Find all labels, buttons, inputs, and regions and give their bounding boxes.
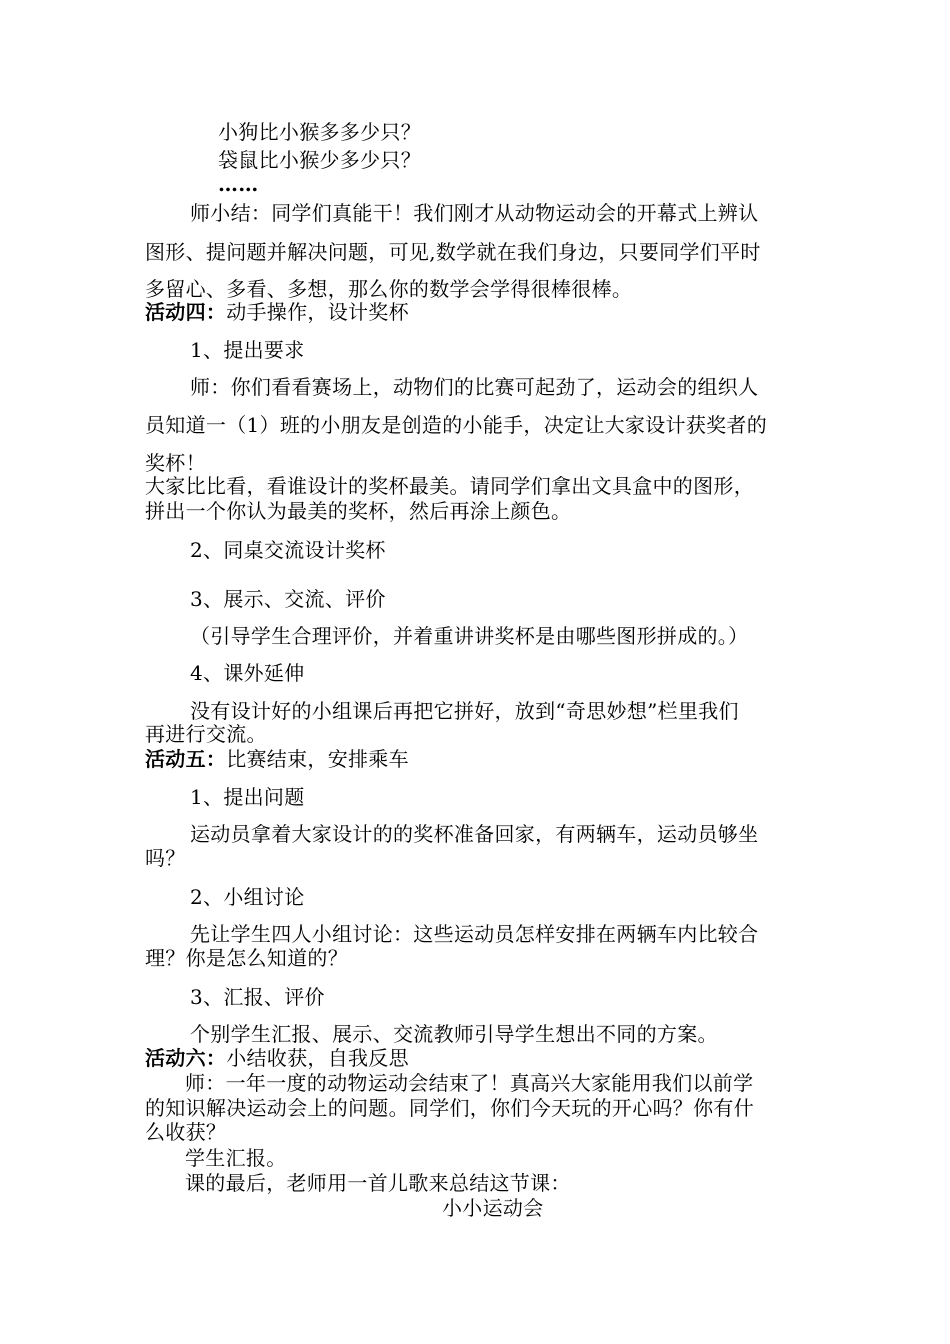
activity-5-step-3: 3、汇报、评价 <box>190 985 325 1009</box>
activity-4-paragraph-line-3: 奖杯！ <box>145 451 206 475</box>
question-kangaroo: 袋鼠比小猴少多少只？ <box>218 148 421 172</box>
song-title: 小小运动会 <box>442 1196 544 1220</box>
activity-6-paragraph-line-4: 学生汇报。 <box>185 1146 287 1170</box>
activity-4-paragraph-line-4: 大家比比看，看谁设计的奖杯最美。请同学们拿出文具盒中的图形， <box>145 474 754 498</box>
activity-5-step-1: 1、提出问题 <box>190 785 305 809</box>
summary-line-1: 师小结：同学们真能干！我们刚才从动物运动会的开幕式上辨认 <box>190 201 759 225</box>
activity-6-paragraph-line-2: 的知识解决运动会上的问题。同学们，你们今天玩的开心吗？你有什 <box>145 1096 754 1120</box>
activity-6-label: 活动六： <box>145 1046 227 1070</box>
activity-6-paragraph-line-3: 么收获？ <box>145 1120 227 1144</box>
activity-5-paragraph-line-3: 先让学生四人小组讨论：这些运动员怎样安排在两辆车内比较合 <box>190 922 759 946</box>
activity-5-heading <box>145 747 409 771</box>
summary-line-3: 多留心、多看、多想，那么你的数学会学得很棒很棒。 <box>145 277 633 301</box>
activity-4-step-3: 3、展示、交流、评价 <box>190 587 386 611</box>
activity-4-paragraph-line-7: 没有设计好的小组课后再把它拼好，放到“奇思妙想”栏里我们 <box>190 699 739 723</box>
activity-5-step-2: 2、小组讨论 <box>190 885 305 909</box>
activity-5-paragraph-line-1: 运动员拿着大家设计的的奖杯准备回家，有两辆车，运动员够坐 <box>190 822 759 846</box>
activity-6-title: 小结收获，自我反思 <box>226 1046 409 1070</box>
activity-4-label: 活动四： <box>145 300 227 324</box>
activity-4-step-1: 1、提出要求 <box>190 338 305 362</box>
activity-4-paragraph-line-8: 再进行交流。 <box>145 722 267 746</box>
ellipsis: …… <box>218 172 259 196</box>
activity-4-paragraph-line-2: 员知道一（1）班的小朋友是创造的小能手，决定让大家设计获奖者的 <box>145 413 768 437</box>
activity-5-paragraph-line-2: 吗？ <box>145 846 186 870</box>
question-dog: 小狗比小猴多多少只？ <box>218 120 421 144</box>
activity-4-step-4: 4、课外延伸 <box>190 661 305 685</box>
activity-5-paragraph-line-4: 理？你是怎么知道的？ <box>145 946 348 970</box>
activity-6-heading <box>145 1046 409 1070</box>
activity-4-title: 动手操作，设计奖杯 <box>226 300 409 324</box>
activity-5-label: 活动五： <box>145 747 227 771</box>
activity-6-paragraph-line-1: 师：一年一度的动物运动会结束了！真高兴大家能用我们以前学 <box>185 1071 754 1095</box>
summary-line-2: 图形、提问题并解决问题，可见,数学就在我们身边，只要同学们平时 <box>145 240 761 264</box>
activity-5-title: 比赛结束，安排乘车 <box>226 747 409 771</box>
activity-6-paragraph-line-5: 课的最后，老师用一首儿歌来总结这节课： <box>185 1171 571 1195</box>
activity-4-paragraph-line-1: 师：你们看看赛场上，动物们的比赛可起劲了，运动会的组织人 <box>190 375 759 399</box>
activity-4-heading <box>145 300 409 324</box>
activity-4-step-2: 2、同桌交流设计奖杯 <box>190 538 386 562</box>
activity-4-paragraph-line-5: 拼出一个你认为最美的奖杯，然后再涂上颜色。 <box>145 499 572 523</box>
activity-4-evaluation-note: （引导学生合理评价，并着重讲讲奖杯是由哪些图形拼成的。） <box>190 624 749 648</box>
activity-5-paragraph-line-5: 个别学生汇报、展示、交流教师引导学生想出不同的方案。 <box>190 1022 718 1046</box>
